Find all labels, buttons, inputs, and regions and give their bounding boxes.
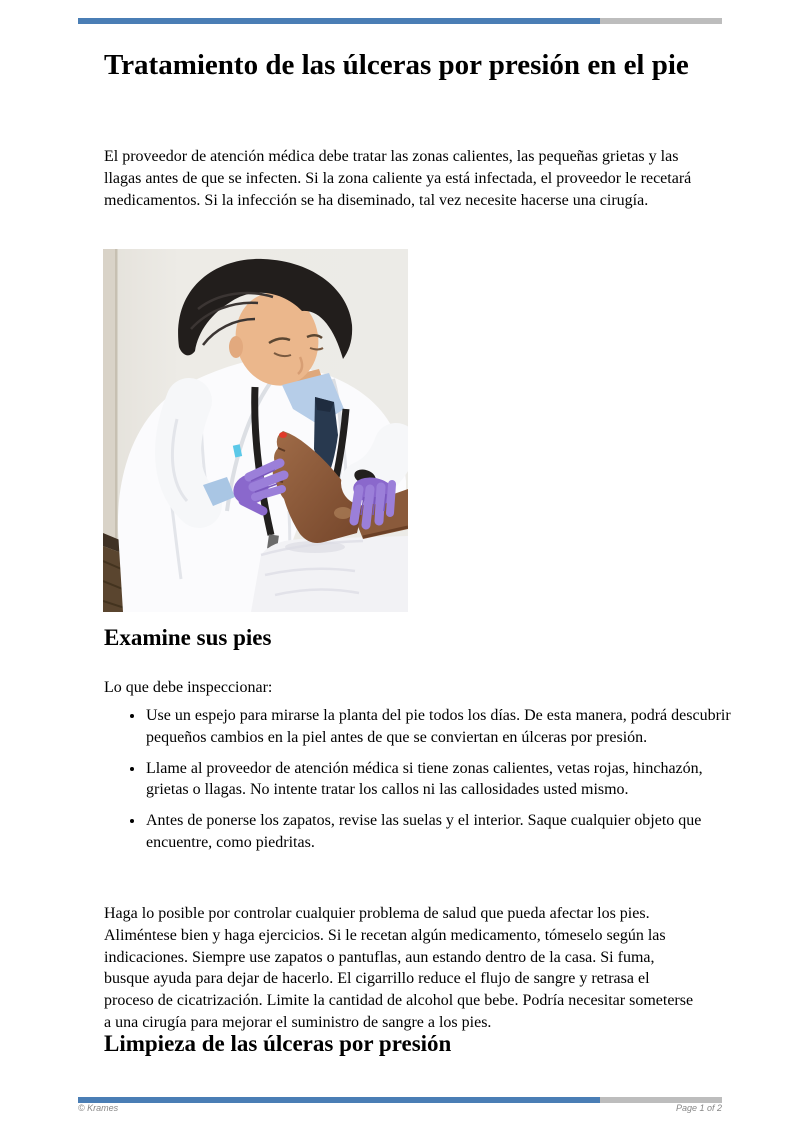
section-heading-limpieza: Limpieza de las úlceras por presión — [104, 1031, 452, 1056]
door-frame — [103, 249, 115, 549]
intro-paragraph: El proveedor de atención médica debe tratar las zonas calientes, las pequeñas grietas y las llagas antes de que se infecten. Si la zona caliente ya está infectada, el proveedor le recetará medicamentos. Si la infección se ha diseminado, tal vez necesite hacerse una cirugía. — [104, 148, 692, 209]
page-footer — [78, 1103, 722, 1113]
list-item: • Antes de ponerse los zapatos, revise las suelas y el interior. Saque cualquier objeto que encuentre, como piedritas. — [145, 810, 733, 854]
left-sleeve — [178, 401, 199, 505]
inspect-list — [104, 705, 733, 863]
ear — [229, 336, 243, 358]
list-item: • Llame al proveedor de atención médica si tiene zonas calientes, vetas rojas, hinchazón, grietas o llagas. No intente tratar los callos ni las callosidades usted mismo. — [145, 758, 733, 802]
red-toenail — [279, 432, 287, 438]
top-accent-bar — [78, 18, 722, 24]
section-heading-examine: Examine sus pies — [104, 625, 272, 650]
photo-illustration — [103, 249, 408, 612]
page-number: Page 1 of 2 — [675, 1103, 722, 1113]
inspect-lead: Lo que debe inspeccionar: — [104, 679, 273, 696]
care-paragraph: Haga lo posible por controlar cualquier problema de salud que pueda afectar los pies. Aliméntese bien y haga ejercicios. Si le recetan algún medicamento, tómeselo según las indicaciones. Siempre use zapatos o pantuflas, aun estando dentro de la casa. Si fuma, busque ayuda para dejar de hacerlo. El cigarrillo reduce el flujo de sangre y retrasa el proceso de cicatrización. Limite la cantidad de alcohol que bebe. Podría necesitar someterse a una cirugía para mejorar el suministro de sangre a los pies. — [104, 905, 694, 1031]
copyright-text: © Krames — [78, 1103, 119, 1113]
page-title: Tratamiento de las úlceras por presión en el pie — [104, 49, 689, 81]
ankle-bone — [334, 507, 352, 519]
list-item: • Use un espejo para mirarse la planta del pie todos los días. De esta manera, podrá descubrir pequeños cambios en la piel antes de que se conviertan en úlceras por presión. — [145, 705, 733, 749]
doctor-examining-foot-photo — [103, 249, 408, 612]
